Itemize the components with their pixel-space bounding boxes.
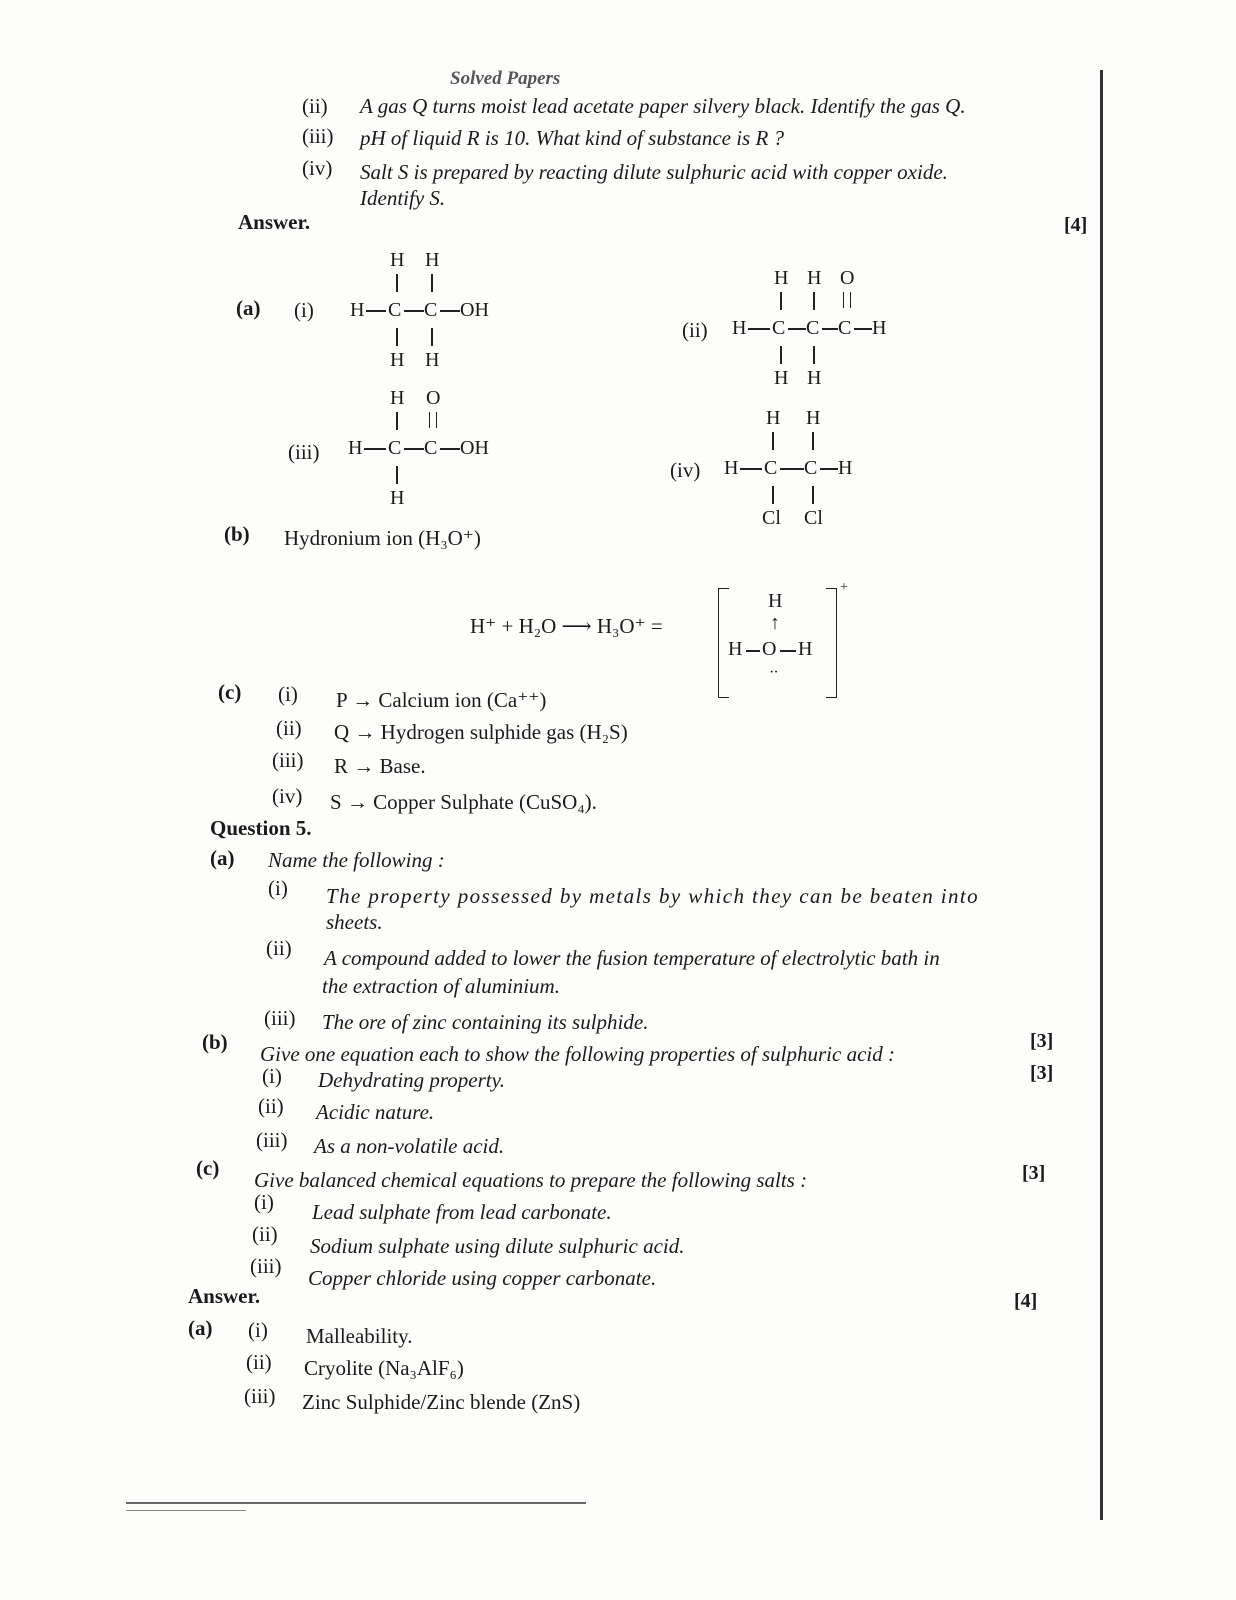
item-number: (iii) (244, 1384, 276, 1408)
question-text: Lead sulphate from lead carbonate. (312, 1200, 612, 1224)
answer-text: R → Base. (334, 754, 426, 778)
marks: [4] (1064, 214, 1088, 236)
question-text: A compound added to lower the fusion temperature of electrolytic bath in (324, 946, 940, 970)
question-text: Sodium sulphate using dilute sulphuric acid. (310, 1234, 685, 1258)
marks: [3] (1030, 1062, 1054, 1084)
marks: [3] (1030, 1030, 1054, 1052)
structure-label: (ii) (682, 318, 708, 342)
answer-text: Hydronium ion (H₃O⁺) (284, 526, 481, 550)
item-number: (i) (268, 876, 288, 900)
item-number: (i) (248, 1318, 268, 1342)
question-prompt: Give balanced chemical equations to prepare the following salts : (254, 1168, 808, 1192)
page-edge-bottom (126, 1510, 246, 1511)
item-number: (iv) (272, 784, 303, 808)
structure-acetic-acid: H O H C C OH H (348, 387, 489, 509)
part-label: (b) (202, 1030, 228, 1054)
question-text: A gas Q turns moist lead acetate paper silvery black. Identify the gas Q. (360, 94, 966, 118)
item-number: (i) (254, 1190, 274, 1214)
running-head: Solved Papers (450, 68, 561, 89)
structure-label: (iii) (288, 440, 320, 464)
answer-heading: Answer. (238, 210, 311, 234)
page-edge-bottom (126, 1502, 586, 1504)
part-label: (a) (210, 846, 235, 870)
structure-propanal: H H O H C C C H H H (732, 267, 887, 389)
item-number: (iii) (264, 1006, 296, 1030)
item-number: (iv) (302, 156, 333, 180)
item-number: (ii) (246, 1350, 272, 1374)
answer-text: Zinc Sulphide/Zinc blende (ZnS) (302, 1390, 581, 1414)
answer-text: S → Copper Sulphate (CuSO₄). (330, 790, 597, 814)
item-number: (ii) (266, 936, 292, 960)
question-heading: Question 5. (210, 816, 312, 840)
item-number: (iii) (302, 124, 334, 148)
question-text: The ore of zinc containing its sulphide. (322, 1010, 649, 1034)
marks: [3] (1022, 1162, 1046, 1184)
item-number: (iii) (272, 748, 304, 772)
structure-dichloroethane: H H H C C H Cl Cl (724, 407, 853, 529)
question-text: The property possessed by metals by which they can be beaten into (326, 884, 980, 908)
structure-ethanol: H H H C C OH H H (350, 249, 489, 371)
page-edge (1100, 70, 1103, 1520)
part-label: (a) (236, 296, 261, 320)
item-number: (ii) (276, 716, 302, 740)
answer-text: P → Calcium ion (Ca⁺⁺) (336, 688, 547, 712)
question-text: Acidic nature. (316, 1100, 435, 1124)
marks: [4] (1014, 1290, 1038, 1312)
question-text: Salt S is prepared by reacting dilute sulphuric acid with copper oxide. (360, 160, 948, 184)
answer-text: Malleability. (306, 1324, 413, 1348)
question-text: Identify S. (360, 186, 446, 210)
question-text: Copper chloride using copper carbonate. (308, 1266, 657, 1290)
hydronium-equation: H⁺ + H₂O ⟶ H₃O⁺ = (470, 614, 663, 638)
answer-text: Cryolite (Na₃AlF₆) (304, 1356, 464, 1380)
structure-label: (iv) (670, 458, 701, 482)
part-label: (b) (224, 522, 250, 546)
item-number: (iii) (250, 1254, 282, 1278)
part-label: (a) (188, 1316, 213, 1340)
question-text: the extraction of aluminium. (322, 974, 560, 998)
question-text: pH of liquid R is 10. What kind of substance is R ? (360, 126, 785, 150)
structure-label: (i) (294, 298, 314, 322)
answer-heading: Answer. (188, 1284, 261, 1308)
question-text: As a non-volatile acid. (314, 1134, 505, 1158)
item-number: (ii) (302, 94, 328, 118)
item-number: (ii) (258, 1094, 284, 1118)
item-number: (i) (278, 682, 298, 706)
question-prompt: Name the following : (268, 848, 445, 872)
item-number: (i) (262, 1064, 282, 1088)
item-number: (ii) (252, 1222, 278, 1246)
item-number: (iii) (256, 1128, 288, 1152)
question-text: sheets. (326, 910, 383, 934)
question-text: Dehydrating property. (318, 1068, 506, 1092)
part-label: (c) (218, 680, 242, 704)
question-prompt: Give one equation each to show the following properties of sulphuric acid : (260, 1042, 895, 1066)
part-label: (c) (196, 1156, 220, 1180)
answer-text: Q → Hydrogen sulphide gas (H₂S) (334, 720, 628, 744)
